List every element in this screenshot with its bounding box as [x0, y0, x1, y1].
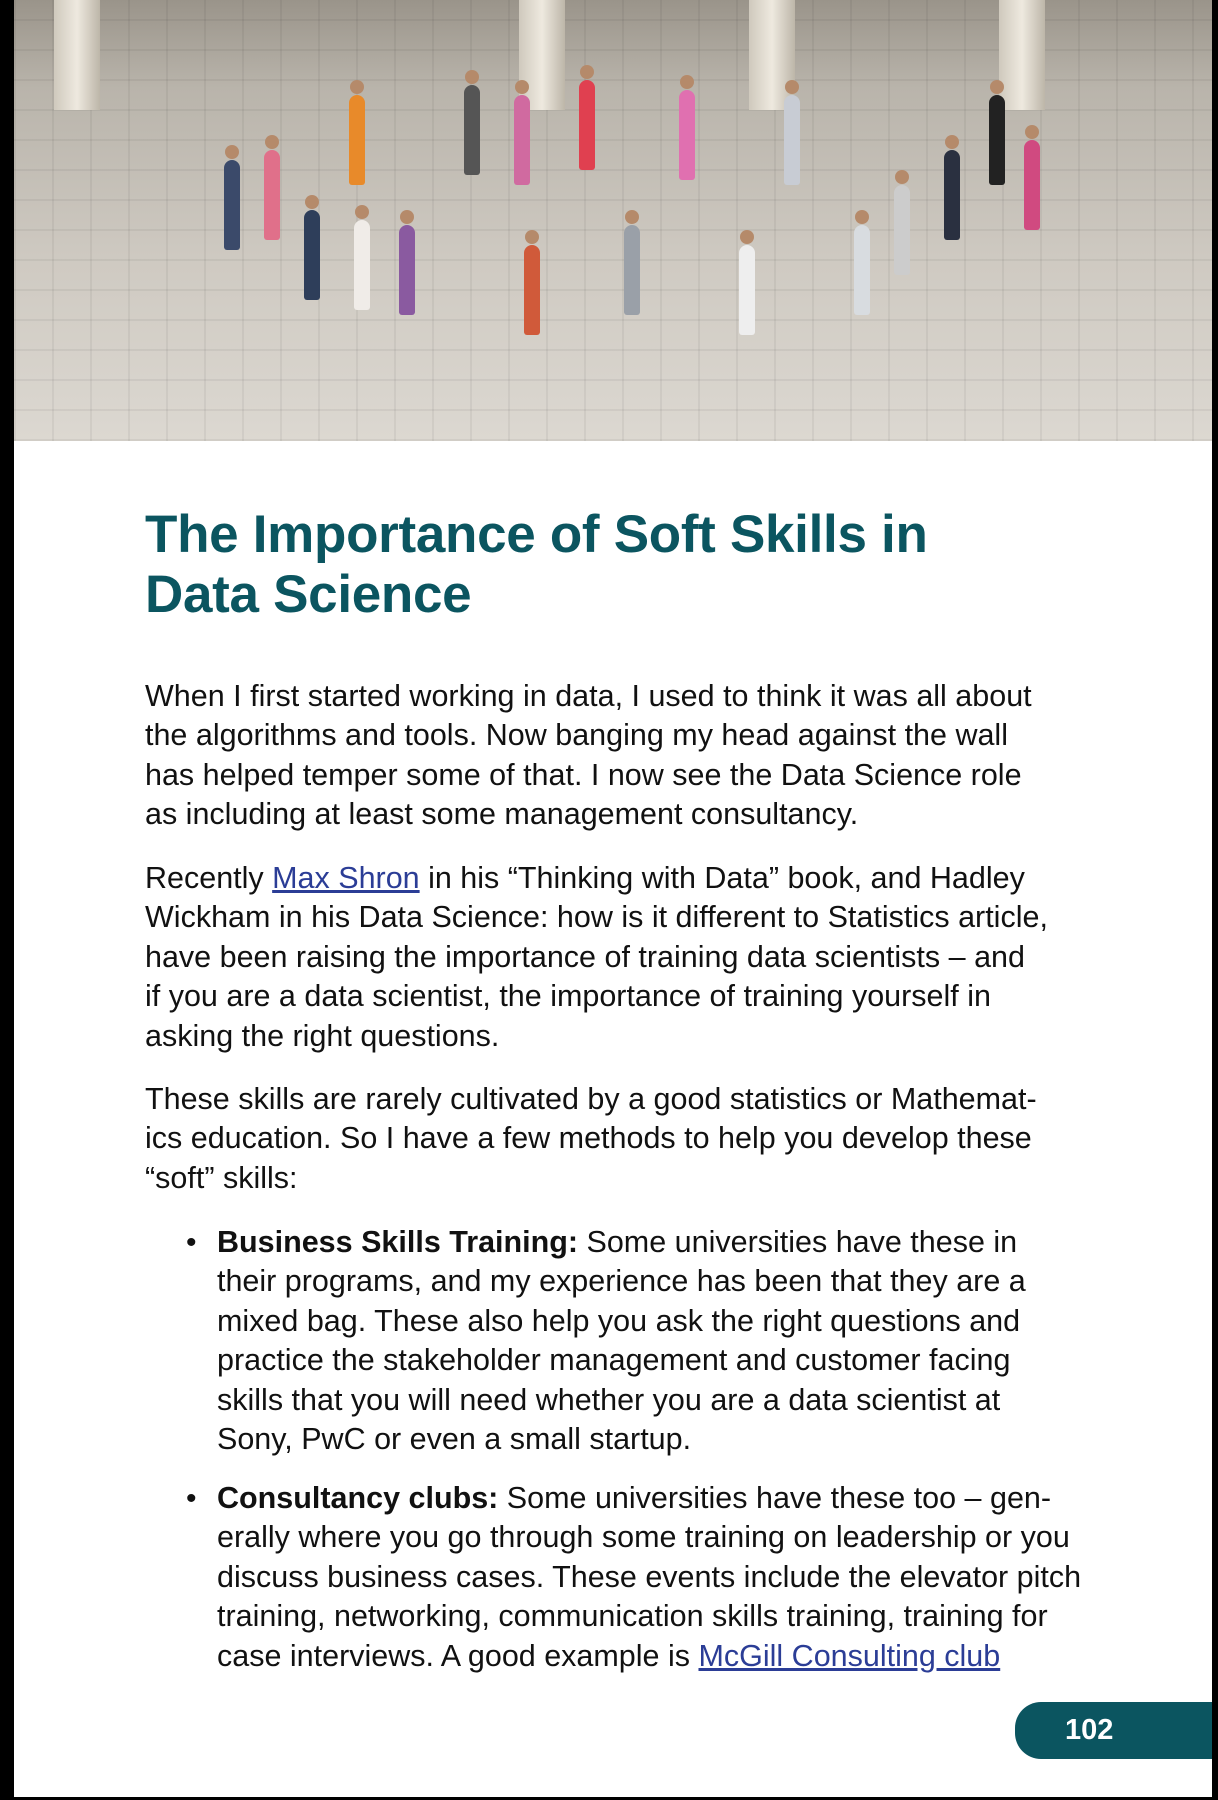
title-line: Data Science	[145, 565, 472, 624]
text-line: discuss business cases. These events include the elevator pitch	[217, 1559, 1082, 1594]
text-line: practice the stakeholder management and customer facing	[217, 1343, 1011, 1378]
text-line: the algorithms and tools. Now banging my head against the wall	[145, 718, 1008, 753]
person-head	[400, 210, 414, 224]
person-figure	[1024, 140, 1040, 230]
text-line: “soft” skills:	[145, 1160, 298, 1195]
text-line: their programs, and my experience has been that they are a	[217, 1264, 1026, 1299]
person-figure	[349, 95, 365, 185]
person-head	[625, 210, 639, 224]
person-figure	[679, 90, 695, 180]
column	[749, 0, 795, 110]
person-head	[465, 70, 479, 84]
title-line: The Importance of Soft Skills in	[145, 505, 928, 564]
person-figure	[514, 95, 530, 185]
text-line	[217, 1479, 1081, 1518]
list-item-heading: Consultancy clubs:	[217, 1481, 499, 1515]
text-line: When I first started working in data, I used to think it was all about	[145, 679, 1032, 713]
person-head	[895, 170, 909, 184]
person-figure	[264, 150, 280, 240]
list-item-heading: Business Skills Training:	[217, 1225, 579, 1259]
text-line: have been raising the importance of training data scientists – and	[145, 939, 1025, 974]
person-head	[580, 65, 594, 79]
bullet-icon: •	[186, 1226, 197, 1259]
person-figure	[739, 245, 755, 335]
person-head	[515, 80, 529, 94]
person-head	[990, 80, 1004, 94]
person-head	[945, 135, 959, 149]
column	[519, 0, 565, 110]
mcgill-consulting-club-link[interactable]: McGill Consulting club	[698, 1638, 1001, 1673]
person-head	[225, 145, 239, 159]
person-figure	[624, 225, 640, 315]
person-figure	[579, 80, 595, 170]
person-figure	[224, 160, 240, 250]
person-head	[680, 75, 694, 89]
person-figure	[894, 185, 910, 275]
text-line	[145, 859, 1048, 898]
person-figure	[944, 150, 960, 240]
text-line	[217, 1637, 1081, 1676]
person-figure	[854, 225, 870, 315]
page-title	[145, 505, 928, 625]
text-segment: in his “Thinking with Data” book, and Hadley	[419, 861, 1025, 895]
person-head	[1025, 125, 1039, 139]
page-number-badge	[1015, 1702, 1212, 1759]
person-figure	[524, 245, 540, 335]
text-line: has helped temper some of that. I now see the Data Science role	[145, 757, 1022, 792]
person-figure	[354, 220, 370, 310]
text-line: as including at least some management consultancy.	[145, 797, 859, 832]
page-number: 102	[1065, 1714, 1114, 1746]
text-line: Sony, PwC or even a small startup.	[217, 1422, 692, 1457]
person-head	[740, 230, 754, 244]
max-shron-link[interactable]: Max Shron	[272, 861, 420, 895]
paragraph-intro	[145, 677, 1032, 835]
column	[999, 0, 1045, 110]
text-line	[217, 1223, 1026, 1262]
paragraph-references	[145, 859, 1048, 1056]
person-figure	[784, 95, 800, 185]
person-head	[855, 210, 869, 224]
text-segment: Some universities have these too – gen-	[498, 1481, 1052, 1515]
paragraph-skills	[145, 1080, 1037, 1198]
text-line: training, networking, communication skills training, training for	[217, 1599, 1048, 1634]
bullet-icon: •	[186, 1482, 197, 1515]
person-figure	[464, 85, 480, 175]
person-head	[525, 230, 539, 244]
person-head	[350, 80, 364, 94]
text-line: ics education. So I have a few methods to help you develop these	[145, 1121, 1032, 1156]
person-figure	[989, 95, 1005, 185]
document-page	[14, 0, 1212, 1797]
text-line: These skills are rarely cultivated by a good statistics or Mathemat-	[145, 1082, 1037, 1116]
person-head	[305, 195, 319, 209]
text-line: erally where you go through some training on leadership or you	[217, 1520, 1070, 1555]
person-head	[355, 205, 369, 219]
text-line: skills that you will need whether you are a data scientist at	[217, 1382, 1001, 1417]
text-segment: Recently	[145, 861, 273, 895]
text-line: mixed bag. These also help you ask the right questions and	[217, 1303, 1021, 1338]
list-item-consultancy-clubs	[217, 1479, 1081, 1676]
person-head	[265, 135, 279, 149]
list-item-business-skills	[217, 1223, 1026, 1459]
header-photo-people-circle	[14, 0, 1212, 441]
column	[54, 0, 100, 110]
text-line: if you are a data scientist, the importance of training yourself in	[145, 979, 991, 1014]
text-line: Wickham in his Data Science: how is it different to Statistics article,	[145, 900, 1048, 935]
text-segment: case interviews. A good example is	[217, 1638, 699, 1673]
person-head	[785, 80, 799, 94]
person-figure	[399, 225, 415, 315]
text-line: asking the right questions.	[145, 1018, 500, 1053]
text-segment: Some universities have these in	[578, 1225, 1018, 1259]
person-figure	[304, 210, 320, 300]
